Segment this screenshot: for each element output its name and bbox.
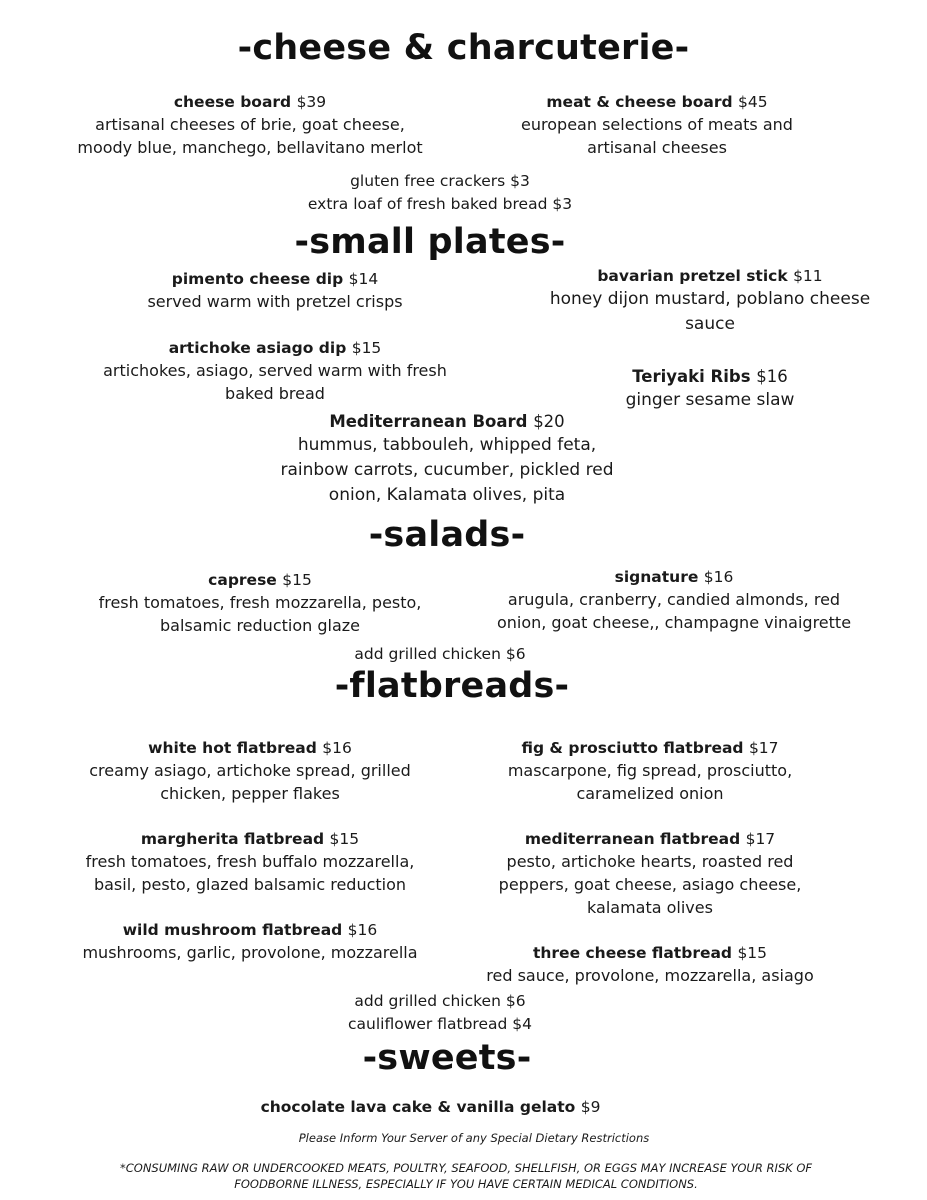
section-heading-cheese: -cheese & charcuterie- <box>237 28 690 68</box>
menu-item-chocolate-lava-cake <box>0 1096 927 1118</box>
item-description: european selections of meats and <box>521 115 793 134</box>
menu-item-mediterranean-board <box>222 411 672 508</box>
menu-item-meat-cheese-board <box>470 91 844 159</box>
section-heading-sweets: -sweets- <box>362 1038 532 1078</box>
item-price: $39 <box>296 93 327 111</box>
item-name: margherita flatbread <box>140 830 325 848</box>
item-price: $11 <box>793 267 823 285</box>
item-description: mushrooms, garlic, provolone, mozzarella <box>82 943 418 962</box>
item-price: $15 <box>329 830 360 848</box>
menu-item-fig-prosciutto-flatbread <box>470 737 830 805</box>
addon-line: gluten free crackers $3 <box>350 172 530 190</box>
item-name: artichoke asiago dip <box>168 339 347 357</box>
item-name: fig & prosciutto flatbread <box>521 739 744 757</box>
menu-item-pimento-cheese-dip <box>55 268 495 313</box>
menu-item-three-cheese-flatbread <box>470 942 830 987</box>
item-description: honey dijon mustard, poblano cheese <box>549 289 871 309</box>
item-price: $45 <box>737 93 768 111</box>
item-price: $17 <box>748 739 779 757</box>
item-price: $17 <box>745 830 776 848</box>
item-name: white hot flatbread <box>148 739 317 757</box>
item-description: artisanal cheeses <box>587 138 727 157</box>
addon-line: add grilled chicken $6 <box>354 645 526 663</box>
item-description: balsamic reduction glaze <box>159 616 360 635</box>
section-heading-small-plates: -small plates- <box>294 222 566 262</box>
item-description: sauce <box>685 314 735 334</box>
item-description: caramelized onion <box>576 784 724 803</box>
item-price: $20 <box>533 412 565 431</box>
addon-line: add grilled chicken $6 <box>354 992 526 1010</box>
item-price: $16 <box>703 568 734 586</box>
item-name: meat & cheese board <box>546 93 733 111</box>
menu-item-cheese-board <box>30 91 470 159</box>
item-name: cheese board <box>173 93 292 111</box>
item-description: kalamata olives <box>587 898 713 917</box>
item-description: ginger sesame slaw <box>625 390 795 410</box>
item-description: fresh tomatoes, fresh mozzarella, pesto, <box>98 593 422 612</box>
menu-item-mediterranean-flatbread <box>470 828 830 919</box>
health-warning: *CONSUMING RAW OR UNDERCOOKED MEATS, POULTRY, SEAFOOD, SHELLFISH, OR EGGS MAY INCREASE YOUR RISK OF <box>119 1161 813 1175</box>
item-price: $16 <box>322 739 352 757</box>
item-name: wild mushroom flatbread <box>122 921 343 939</box>
item-description: fresh tomatoes, fresh buffalo mozzarella, <box>85 852 415 871</box>
item-price: $16 <box>347 921 378 939</box>
item-description: mascarpone, fig spread, prosciutto, <box>507 761 793 780</box>
item-description: pesto, artichoke hearts, roasted red <box>506 852 794 871</box>
item-description: rainbow carrots, cucumber, pickled red <box>280 460 614 480</box>
section-heading-salads: -salads- <box>368 515 526 555</box>
item-name: pimento cheese dip <box>171 270 344 288</box>
item-description: chicken, pepper flakes <box>160 784 340 803</box>
item-description: artichokes, asiago, served warm with fresh <box>103 361 447 380</box>
item-price: $16 <box>756 367 788 386</box>
menu-item-white-hot-flatbread <box>30 737 470 805</box>
item-name: Teriyaki Ribs <box>632 367 751 386</box>
item-description: red sauce, provolone, mozzarella, asiago <box>486 966 814 985</box>
item-name: three cheese flatbread <box>532 944 733 962</box>
item-name: mediterranean flatbread <box>524 830 741 848</box>
addon-line: extra loaf of fresh baked bread $3 <box>307 195 573 213</box>
section-heading-flatbreads: -flatbreads- <box>334 666 570 706</box>
item-description: creamy asiago, artichoke spread, grilled <box>89 761 411 780</box>
item-name: caprese <box>208 571 277 589</box>
item-description: peppers, goat cheese, asiago cheese, <box>498 875 802 894</box>
item-name: Mediterranean Board <box>329 412 528 431</box>
item-price: $15 <box>282 571 312 589</box>
item-description: served warm with pretzel crisps <box>147 292 403 311</box>
item-name: chocolate lava cake & vanilla gelato <box>260 1098 576 1116</box>
dietary-note: Please Inform Your Server of any Special Dietary Restrictions <box>298 1131 650 1145</box>
item-name: signature <box>614 568 699 586</box>
item-price: $15 <box>737 944 768 962</box>
item-description: artisanal cheeses of brie, goat cheese, <box>95 115 405 134</box>
item-description: moody blue, manchego, bellavitano merlot <box>77 138 423 157</box>
menu-item-caprese <box>40 569 480 637</box>
item-price: $15 <box>351 339 382 357</box>
item-description: onion, goat cheese,, champagne vinaigrette <box>496 613 852 632</box>
item-description: arugula, cranberry, candied almonds, red <box>507 590 841 609</box>
menu-item-artichoke-asiago-dip <box>55 337 495 405</box>
item-name: bavarian pretzel stick <box>597 267 788 285</box>
item-description: hummus, tabbouleh, whipped feta, <box>297 435 597 455</box>
item-description: onion, Kalamata olives, pita <box>328 485 566 505</box>
item-price: $14 <box>348 270 379 288</box>
item-description: basil, pesto, glazed balsamic reduction <box>93 875 407 894</box>
item-price: $9 <box>580 1098 601 1116</box>
item-description: baked bread <box>225 384 325 403</box>
menu-item-margherita-flatbread <box>30 828 470 896</box>
menu-item-signature <box>480 566 868 634</box>
menu-item-wild-mushroom-flatbread <box>30 919 470 964</box>
menu-item-bavarian-pretzel-stick <box>515 265 905 337</box>
health-warning: FOODBORNE ILLNESS, ESPECIALLY IF YOU HAVE CERTAIN MEDICAL CONDITIONS. <box>234 1177 698 1191</box>
menu-item-teriyaki-ribs <box>560 366 860 413</box>
addon-line: cauliflower flatbread $4 <box>348 1015 532 1033</box>
